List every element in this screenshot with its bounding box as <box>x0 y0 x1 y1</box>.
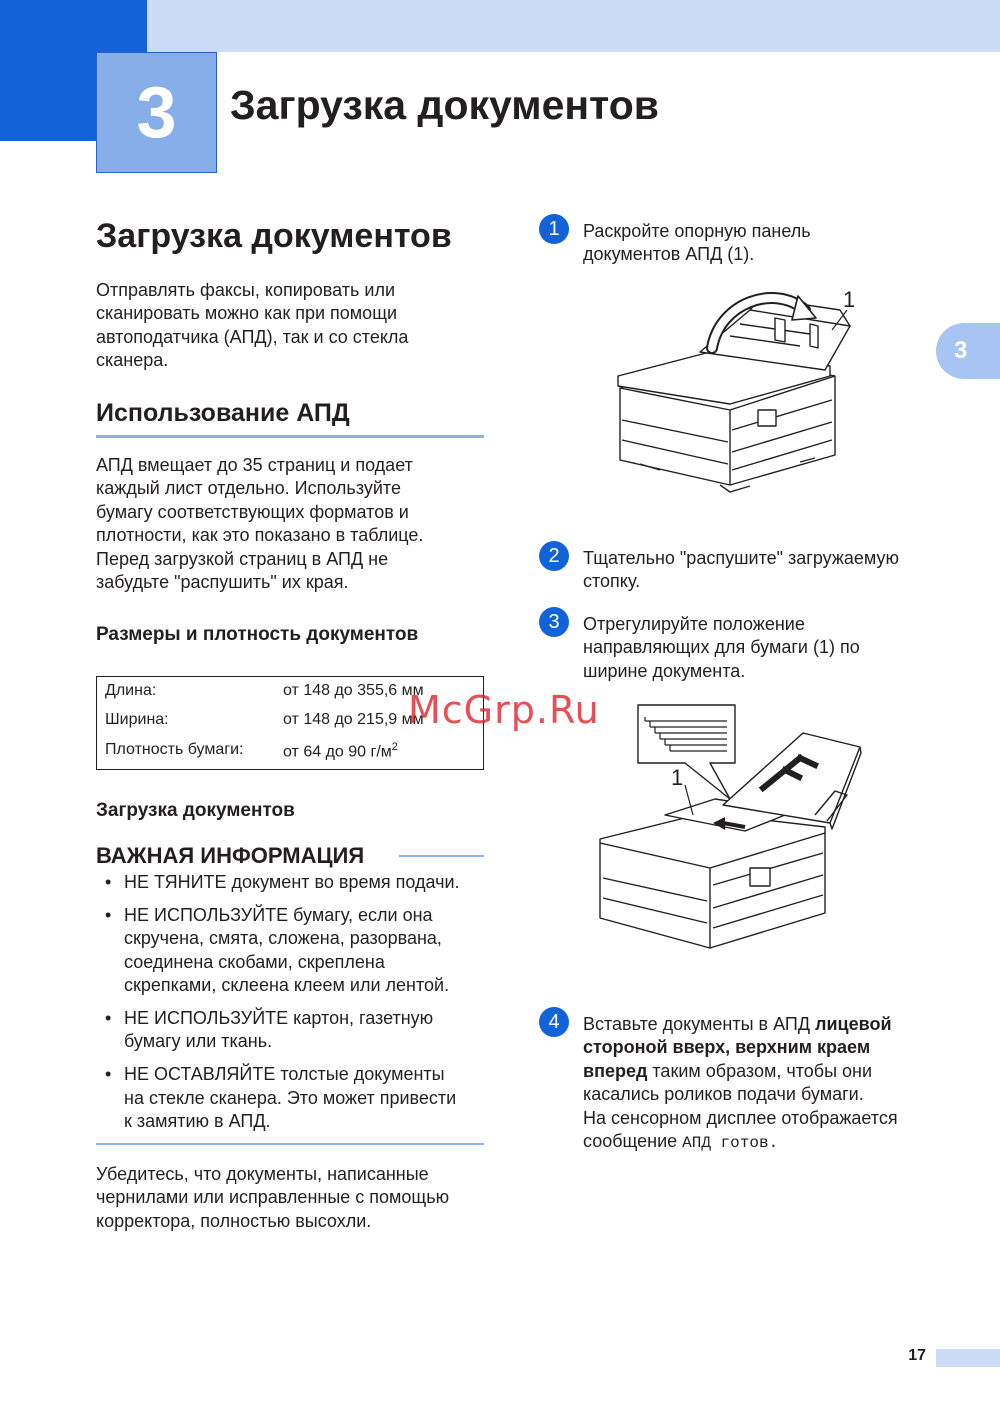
step-3-number: 3 <box>539 607 569 637</box>
chapter-number: 3 <box>96 52 217 173</box>
table-cell-value: от 148 до 215,9 мм <box>283 711 424 728</box>
lcd-message: АПД готов. <box>682 1134 779 1153</box>
step-1-text: Раскройте опорную панель документов АПД (1). <box>583 221 811 265</box>
list-item: • НЕ ОСТАВЛЯЙТЕ толстые документы на стекле сканера. Это может привести к замятию в АПД. <box>105 1063 495 1133</box>
printer-document-loading-illustration <box>595 703 870 988</box>
important-heading: ВАЖНАЯ ИНФОРМАЦИЯ <box>96 843 365 868</box>
section-title: Загрузка документов <box>96 217 452 255</box>
table-cell-value: от 148 до 355,6 мм <box>283 682 424 699</box>
adf-heading-rule <box>96 435 484 438</box>
important-list <box>105 871 495 1143</box>
step-3-text: Отрегулируйте положение направляющих для бумаги (1) по ширине документа. <box>583 614 860 681</box>
section-intro: Отправлять факсы, копировать или сканировать можно как при помощи автоподатчика (АПД), так и со стекла сканера. <box>96 280 409 371</box>
list-item: • НЕ ИСПОЛЬЗУЙТЕ бумагу, если она скручена, смята, сложена, разорвана, соединена скобами, скреплена скрепками, склеена клеем или лентой. <box>105 904 495 998</box>
header-light-band <box>147 0 1000 52</box>
watermark: McGrp.Ru <box>408 688 600 732</box>
dry-ink-note: Убедитесь, что документы, написанные чернилами или исправленные с помощью корректора, полностью высохли. <box>96 1164 450 1231</box>
step-2-number: 2 <box>539 541 569 571</box>
adf-body: АПД вмещает до 35 страниц и подает каждый лист отдельно. Используйте бумагу соответствующих форматов и плотности, как это показано в таблице. Перед загрузкой страниц в АПД не забудьте "распушить" их края. <box>96 455 424 593</box>
sizes-heading: Размеры и плотность документов <box>96 624 419 645</box>
step-2-text: Тщательно "распушите" загружаемую стопку. <box>583 548 899 592</box>
important-bottom-rule <box>96 1143 484 1145</box>
step-4-number: 4 <box>539 1007 569 1037</box>
footer-bar <box>936 1349 1000 1367</box>
chapter-side-tab[interactable]: 3 <box>936 323 1000 379</box>
table-cell-value: от 64 до 90 $г/м^2$ <box>283 741 398 761</box>
important-rule <box>399 855 484 857</box>
table-cell-label: Ширина: <box>105 711 169 728</box>
loading-heading: Загрузка документов <box>96 800 295 821</box>
list-item: • НЕ ИСПОЛЬЗУЙТЕ картон, газетную бумагу или ткань. <box>105 1007 495 1054</box>
page-number: 17 <box>908 1347 926 1364</box>
step-4-text: Вставьте документы в АПД лицевой стороной вверх, верхним краем вперед таким образом, чтобы они касались роликов подачи бумаги. На сенсорном дисплее отображается сообщение АПД готов. <box>583 1014 898 1153</box>
table-cell-label: Длина: <box>105 682 157 699</box>
printer-adf-open-illustration <box>600 280 870 510</box>
table-cell-label: Плотность бумаги: <box>105 741 244 758</box>
step-1-number: 1 <box>539 214 569 244</box>
chapter-title: Загрузка документов <box>230 82 659 128</box>
figure-1-callout: 1 <box>843 287 856 312</box>
figure-2-callout: 1 <box>671 765 684 790</box>
list-item: • НЕ ТЯНИТЕ документ во время подачи. <box>105 871 495 894</box>
adf-heading: Использование АПД <box>96 399 350 427</box>
